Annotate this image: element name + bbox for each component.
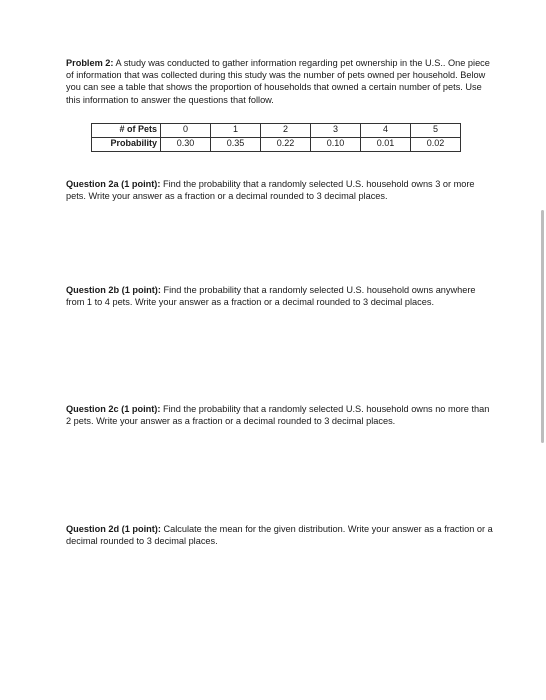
question-text: Find the probability that a randomly selected U.S. household owns anywhere from 1 to 4 pets. Write your answer as a fraction or a decimal rounded to 3 decimal places. — [66, 285, 476, 308]
problem-label: Problem 2: — [66, 58, 114, 68]
question-text: Find the probability that a randomly selected U.S. household owns 3 or more pets. Write your answer as a fraction or a decimal rounded to 3 decimal places. — [66, 179, 475, 202]
table-cell-probability: 0.02 — [411, 138, 461, 152]
table-cell-probability: 0.35 — [211, 138, 261, 152]
table-cell-pets: 1 — [211, 124, 261, 138]
question-2d — [66, 523, 496, 547]
table-cell-probability: 0.10 — [311, 138, 361, 152]
table-cell-probability: 0.22 — [261, 138, 311, 152]
table-cell-pets: 3 — [311, 124, 361, 138]
table-cell-pets: 4 — [361, 124, 411, 138]
table-header-pets: # of Pets — [92, 124, 161, 138]
question-2c — [66, 403, 496, 427]
table-cell-pets: 0 — [161, 124, 211, 138]
question-label: Question 2b (1 point): — [66, 285, 161, 295]
question-label: Question 2a (1 point): — [66, 179, 161, 189]
table-header-probability: Probability — [92, 138, 161, 152]
question-2b — [66, 284, 496, 308]
question-text: Find the probability that a randomly selected U.S. household owns no more than 2 pets. Write your answer as a fraction or a decimal rounded to 3 decimal places. — [66, 404, 490, 427]
question-text: Calculate the mean for the given distribution. Write your answer as a fraction or a decimal rounded to 3 decimal places. — [66, 524, 493, 547]
table-cell-probability: 0.30 — [161, 138, 211, 152]
problem-text: A study was conducted to gather information regarding pet ownership in the U.S.. One piece of information that was collected during this study was the number of pets owned per household. Below you can see a table that shows the proportion of households that owned a certain number of pets. Use this information to answer the questions that follow. — [66, 58, 490, 105]
table-row-pets — [92, 124, 461, 138]
table-row-probability — [92, 138, 461, 152]
table-cell-probability: 0.01 — [361, 138, 411, 152]
table-cell-pets: 5 — [411, 124, 461, 138]
question-2a — [66, 178, 496, 202]
scrollbar[interactable] — [541, 210, 544, 443]
table-cell-pets: 2 — [261, 124, 311, 138]
question-label: Question 2d (1 point): — [66, 524, 161, 534]
question-label: Question 2c (1 point): — [66, 404, 161, 414]
probability-table — [91, 123, 461, 152]
problem-statement — [66, 57, 496, 106]
